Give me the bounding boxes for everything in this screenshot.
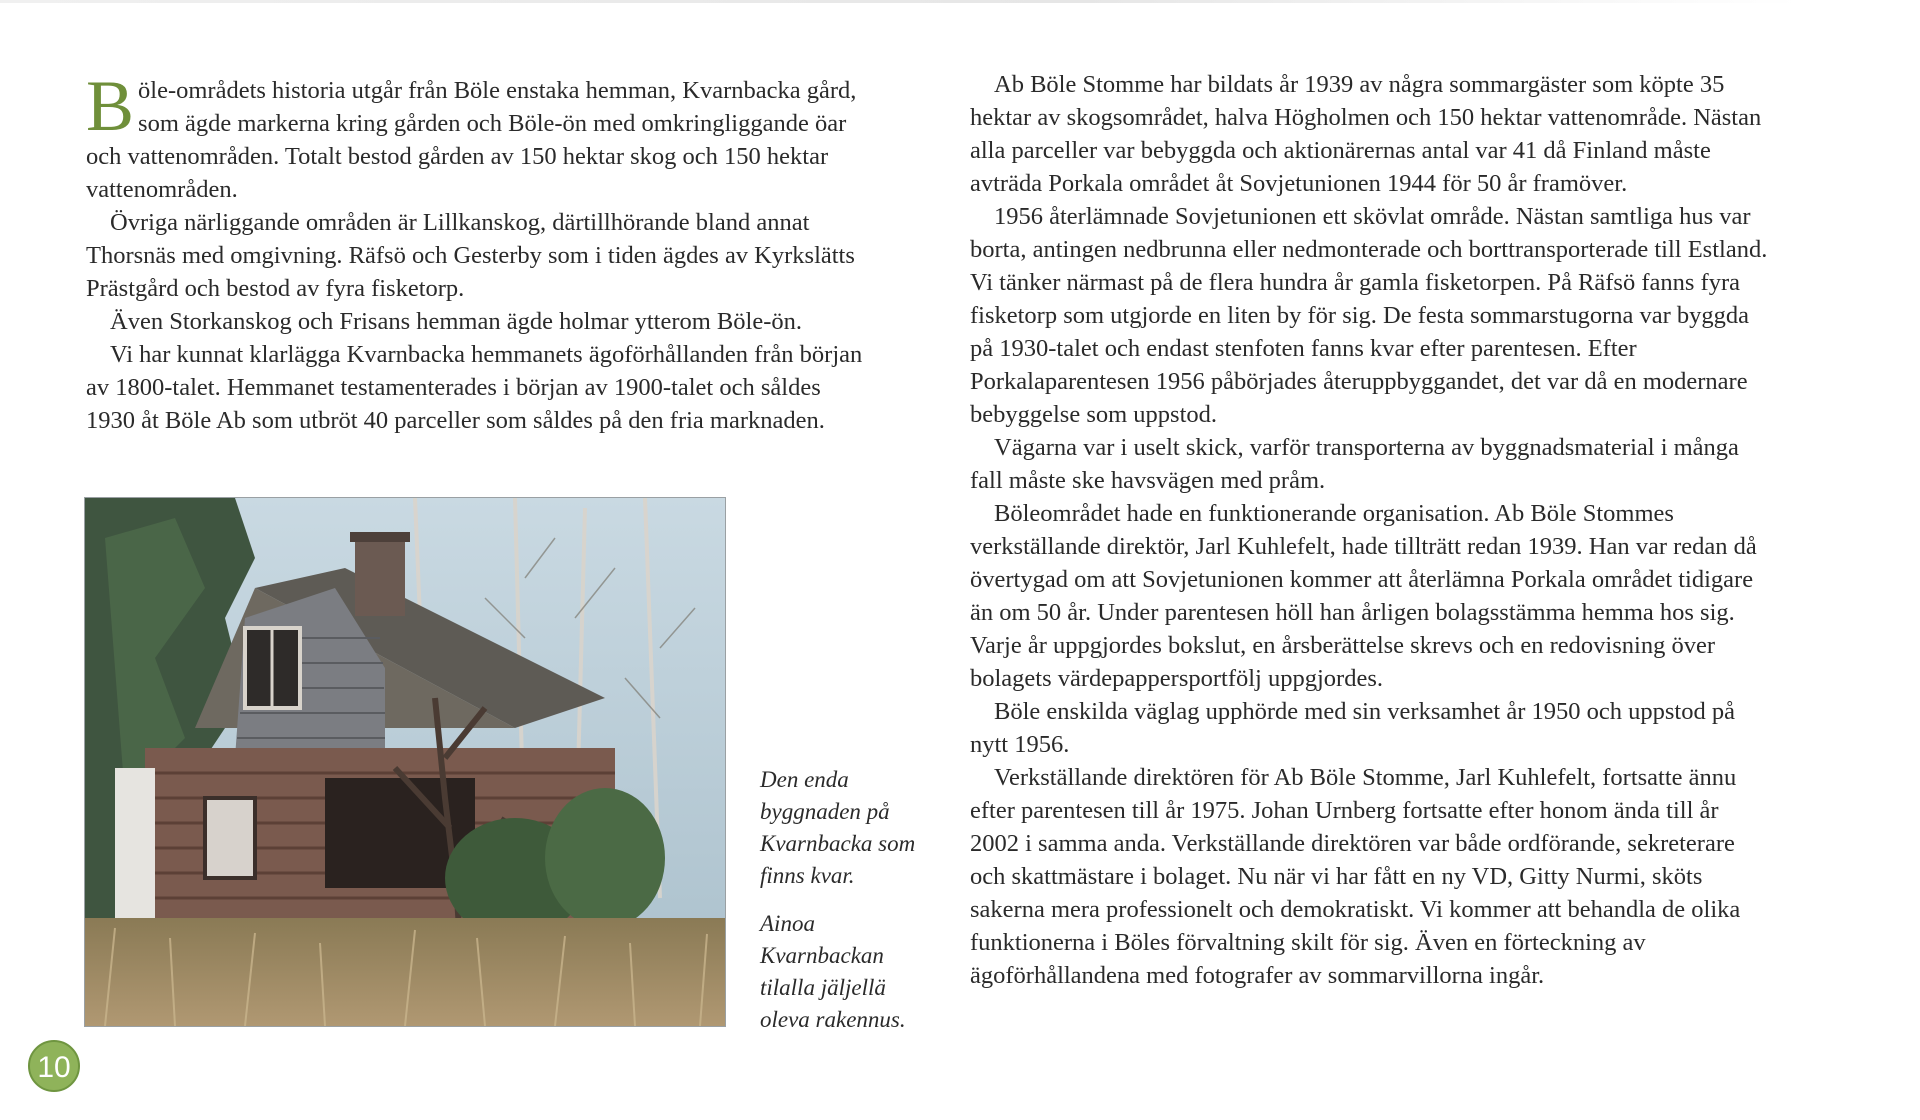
kvarnbacka-house-photo — [84, 497, 726, 1027]
photo-caption-swedish: Den enda byggnaden på Kvarnbacka som finns kvar. — [760, 767, 916, 888]
paragraph-directors: Verkställande direktören för Ab Böle Stomme, Jarl Kuhlefelt, fortsatte ännu efter parentesen till år 1975. Johan Urnberg fortsatte efter honom ända till år 2002 i samma anda. Verkställande direktören var både ordförande, sekreterare och skattmästare i bolaget. Nu när vi har fått en ny VD, Gitty Nurmi, sköts sakerna mera professionelt och demokratiskt. Vi kommer att behandla de olika funktionerna i Böles förvaltning skilt för sig. Även en förteckning av ägoförhållandena med fotografer av sommarvillorna ingår. — [970, 764, 1741, 989]
photo-caption-finnish: Ainoa Kvarnbackan tilalla jäljellä oleva rakennus. — [760, 911, 906, 1032]
left-column — [86, 66, 872, 437]
paragraph-roads: Vägarna var i uselt skick, varför transporterna av byggnadsmaterial i många fall måste ske havsvägen med pråm. — [970, 434, 1739, 494]
paragraph-kvarnbacka-ownership: Vi har kunnat klarlägga Kvarnbacka hemmanets ägoförhållanden från början av 1800-talet. Hemmanet testamenterades i början av 1900-talet och såldes 1930 åt Böle Ab som utbröt 40 parceller som såldes på den fria marknaden. — [86, 341, 863, 434]
paragraph-organisation: Böleområdet hade en funktionerande organisation. Ab Böle Stommes verkställande direktör, Jarl Kuhlefelt, hade tillträtt redan 1939. Han var redan då övertygad om att Sovjetunionen kommer att återlämna Porkala området tidigare än om 50 år. Under parentesen höll han årligen bolagsstämma hemma hos sig. Varje år uppgjordes bokslut, en årsberättelse skrevs och en redovisning över bolagets värdepappersportfölj uppgjordes. — [970, 500, 1757, 692]
paragraph-storkanskog: Även Storkanskog och Frisans hemman ägde holmar ytterom Böle-ön. — [110, 308, 802, 335]
page-number-badge: 10 — [28, 1040, 80, 1092]
top-rule — [0, 0, 1800, 3]
paragraph-1956-return: 1956 återlämnade Sovjetunionen ett skövlat område. Nästan samtliga hus var borta, antingen nedbrunna eller nedmonterade och borttransporterade till Estland. Vi tänker närmast på de flera hundra år gamla fisketorpen. På Räfsö fanns fyra fisketorp som utgjorde en liten by för sig. De festa sommarstugorna var byggda på 1930-talet och endast stenfoten fanns kvar efter parentesen. Efter Porkalaparentesen 1956 påbörjades återuppbyggandet, det var då en modernare bebyggelse som uppstod. — [970, 203, 1768, 428]
right-column — [970, 68, 1770, 992]
intro-paragraph-text: öle-områdets historia utgår från Böle enstaka hemman, Kvarnbacka gård, som ägde markerna kring gården och Böle-ön med omkringliggande öar och vattenområden. Totalt bestod gården av 150 hektar skog och 150 hektar vattenområden. — [86, 77, 857, 203]
paragraph-road-association: Böle enskilda väglag upphörde med sin verksamhet år 1950 och uppstod på nytt 1956. — [970, 698, 1735, 758]
house-illustration — [85, 498, 725, 1026]
drop-cap: B — [86, 66, 135, 146]
paragraph-ab-bole-stomme: Ab Böle Stomme har bildats år 1939 av några sommargäster som köpte 35 hektar av skogsområdet, halva Högholmen och 150 hektar vattenområde. Nästan alla parceller var bebyggda och aktionärernas antal var 41 då Finland måste avträda Porkala området åt Sovjetunionen 1944 för 50 år framöver. — [970, 71, 1762, 197]
intro-paragraph — [86, 66, 872, 206]
paragraph-lillkanskog: Övriga närliggande områden är Lillkanskog, därtillhörande bland annat Thorsnäs med omgivning. Räfsö och Gesterby som i tiden ägdes av Kyrkslätts Prästgård och bestod av fyra fisketorp. — [86, 209, 855, 302]
